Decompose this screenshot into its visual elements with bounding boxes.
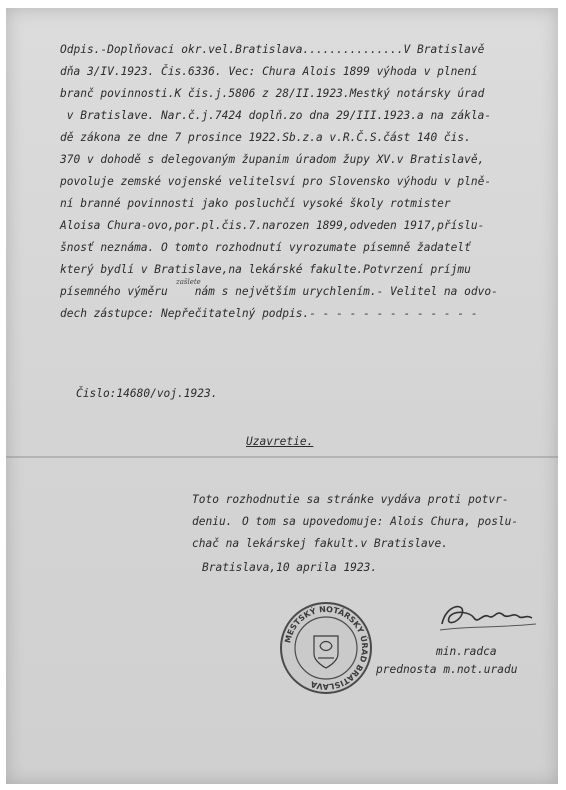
text-line-10: šnosť neznáma. O tomto rozhodnutí vyrozumate písemně žadatelť (60, 241, 471, 254)
document-sheet (6, 8, 558, 784)
text-line-2: dňa 3/IV.1923. Čis.6336. Vec: Chura Alois 1899 výhoda v plnení (60, 65, 478, 78)
signatory-title: min.radca (436, 645, 497, 658)
text-line-5: dě zákona ze dne 7 prosince 1922.Sb.z.a v.R.Č.S.část 140 čis. (60, 131, 471, 144)
text-line-3: branč povinnosti.K čis.j.5806 z 28/II.1923.Mestký notársky úrad (60, 87, 485, 100)
stamp-text: MESTSKÝ NOTÁRSKY ÚRAD BRATISLAVA (283, 604, 370, 692)
closing-line-1: Toto rozhodnutie sa stránke vydáva proti potvr- (192, 493, 509, 506)
closing-line-4: chač na lekárskej fakult.v Bratislave. (192, 537, 448, 550)
paper-fold (6, 456, 558, 458)
handwritten-signature (436, 596, 546, 636)
closing-date: Bratislava,10 aprila 1923. (202, 561, 378, 574)
text-line-1: Odpis.-Doplňovaci okr.vel.Bratislava...............V Bratislavě (60, 43, 485, 56)
signatory-office: prednosta m.not.uradu (376, 663, 518, 676)
text-line-7: povoluje zemské vojenské velitelsví pro Slovensko výhodu v plně- (60, 175, 492, 188)
text-line-8: ní branné povinnosti jako posluchčí vysoké školy rotmister (60, 197, 451, 210)
notary-stamp (278, 600, 374, 696)
text-line-11: který bydlí v Bratislave,na lekárské fakulte.Potvrzení príjmu (60, 263, 471, 276)
text-line-13: dech zástupce: Nepřečitatelný podpis.- - - - - - - - - - - - - (60, 307, 478, 320)
closing-line-3: O tom sa upovedomuje: Alois Chura, poslu- (242, 515, 519, 528)
reference-number: Čislo:14680/voj.1923. (76, 387, 218, 400)
handwritten-insert: zašlete (176, 278, 201, 286)
text-line-12: písemného výměru nám s největším urychlením.- Velitel na odvo- (60, 285, 498, 298)
text-line-9: Aloisa Chura-ovo,por.pl.čis.7.narozen 1899,odveden 1917,příslu- (60, 219, 485, 232)
section-heading: Uzavretie. (246, 435, 314, 448)
closing-line-2: deniu. (192, 515, 233, 528)
text-line-4: v Bratislave. Nar.č.j.7424 doplň.zo dna 29/III.1923.a na zákla- (60, 109, 492, 122)
text-line-6: 370 v dohodě s delegovaným županim úradom župy XV.v Bratislavě, (60, 153, 485, 166)
